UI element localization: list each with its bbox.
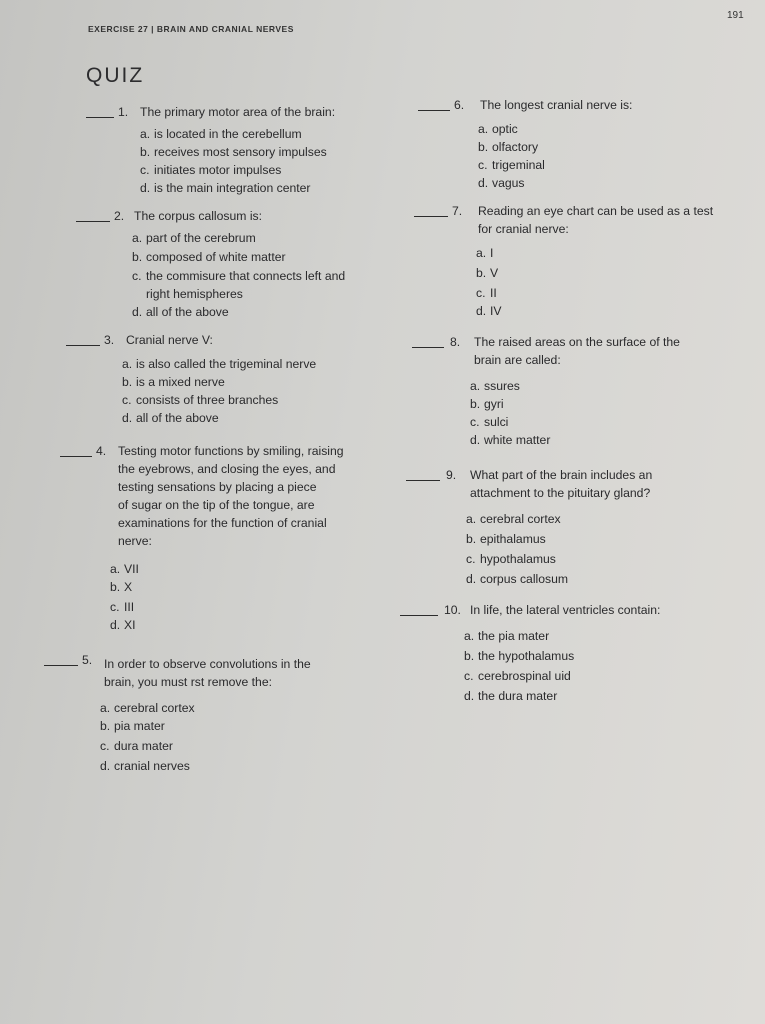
answer-option: [110, 617, 136, 633]
answer-option: [466, 571, 568, 587]
answer-blank[interactable]: [406, 480, 440, 481]
answer-option: [132, 268, 345, 284]
question-number: 7.: [452, 204, 463, 218]
option-text: is a mixed nerve: [136, 375, 225, 389]
option-letter: a.: [466, 512, 477, 526]
question-number: 1.: [118, 105, 129, 119]
question-number: 6.: [454, 98, 465, 112]
answer-option: [122, 392, 278, 408]
option-letter: d.: [478, 176, 489, 190]
question-stem-line: The corpus callosum is:: [134, 209, 263, 223]
option-text: the pia mater: [478, 629, 550, 643]
question-stem-line: brain, you must rst remove the:: [104, 675, 272, 689]
question-stem-line: nerve:: [118, 534, 152, 548]
answer-option: [100, 758, 190, 774]
option-letter: a.: [476, 246, 487, 260]
option-letter: b.: [110, 580, 121, 594]
question-stem-line: the eyebrows, and closing the eyes, and: [118, 462, 336, 476]
question-stem-line: What part of the brain includes an: [470, 468, 653, 482]
option-letter: a.: [110, 562, 121, 576]
option-text: I: [490, 246, 494, 260]
question-number: 10.: [444, 603, 461, 617]
option-letter: c.: [110, 600, 120, 614]
question-stem-line: testing sensations by placing a piece: [118, 480, 317, 494]
answer-option: [132, 249, 286, 265]
exercise-header: EXERCISE 27 | BRAIN AND CRANIAL NERVES: [88, 24, 294, 34]
option-text: VII: [124, 562, 139, 576]
answer-blank[interactable]: [60, 456, 92, 457]
question-stem-line: Testing motor functions by smiling, raising: [118, 444, 344, 458]
question-number: 4.: [96, 444, 107, 458]
option-letter: c.: [100, 739, 110, 753]
option-letter: a.: [100, 701, 111, 715]
option-letter: c.: [132, 269, 142, 283]
option-text: ssures: [484, 379, 520, 393]
answer-option: [466, 531, 546, 547]
option-text: cerebral cortex: [114, 701, 195, 715]
answer-option: [140, 180, 311, 196]
question-stem-line: The raised areas on the surface of the: [474, 335, 680, 349]
answer-option: [110, 561, 139, 577]
answer-option: [140, 144, 327, 160]
option-text: is located in the cerebellum: [154, 127, 302, 141]
answer-option: [478, 139, 538, 155]
answer-option: [478, 175, 525, 191]
answer-option: [470, 432, 550, 448]
option-letter: d.: [122, 411, 133, 425]
option-letter: b.: [466, 532, 477, 546]
answer-option: [476, 303, 502, 319]
option-text: XI: [124, 618, 136, 632]
option-text: is the main integration center: [154, 181, 311, 195]
answer-option: [122, 356, 316, 372]
question-number: 8.: [450, 335, 461, 349]
option-text: pia mater: [114, 719, 165, 733]
option-text: cerebral cortex: [480, 512, 561, 526]
option-letter: c.: [464, 669, 474, 683]
answer-option: [132, 286, 243, 302]
option-letter: c.: [470, 415, 480, 429]
option-text: vagus: [492, 176, 525, 190]
option-letter: a.: [464, 629, 475, 643]
question-stem-line: brain are called:: [474, 353, 561, 367]
question-number: 5.: [82, 653, 93, 667]
answer-option: [140, 162, 281, 178]
option-text: part of the cerebrum: [146, 231, 256, 245]
option-text: trigeminal: [492, 158, 545, 172]
option-text: IV: [490, 304, 502, 318]
option-text: cranial nerves: [114, 759, 190, 773]
option-text: the hypothalamus: [478, 649, 575, 663]
question-stem-line: examinations for the function of cranial: [118, 516, 327, 530]
answer-option: [464, 688, 557, 704]
option-letter: b.: [122, 375, 133, 389]
option-letter: c.: [466, 552, 476, 566]
option-text: all of the above: [136, 411, 219, 425]
option-letter: d.: [132, 305, 143, 319]
option-letter: d.: [464, 689, 475, 703]
page-number: 191: [727, 10, 744, 21]
option-text: is also called the trigeminal nerve: [136, 357, 317, 371]
option-letter: c.: [478, 158, 488, 172]
question-stem-line: attachment to the pituitary gland?: [470, 486, 651, 500]
option-letter: d.: [110, 618, 121, 632]
option-letter: b.: [464, 649, 475, 663]
option-letter: d.: [140, 181, 151, 195]
answer-option: [476, 245, 493, 261]
option-letter: b.: [470, 397, 481, 411]
option-text: III: [124, 600, 135, 614]
option-text: composed of white matter: [146, 250, 286, 264]
option-letter: c.: [140, 163, 150, 177]
option-text: gyri: [484, 397, 504, 411]
answer-option: [478, 121, 518, 137]
answer-blank[interactable]: [400, 615, 438, 616]
option-text: consists of three branches: [136, 393, 279, 407]
option-letter: d.: [470, 433, 481, 447]
answer-option: [100, 738, 173, 754]
option-text: X: [124, 580, 133, 594]
answer-option: [464, 668, 571, 684]
option-text: V: [490, 266, 499, 280]
option-letter: b.: [476, 266, 487, 280]
answer-option: [122, 374, 225, 390]
option-text: right hemispheres: [146, 287, 243, 301]
option-letter: a.: [470, 379, 481, 393]
answer-option: [470, 396, 504, 412]
option-text: sulci: [484, 415, 509, 429]
answer-option: [464, 628, 549, 644]
answer-option: [466, 511, 561, 527]
option-letter: b.: [478, 140, 489, 154]
question-stem-line: In life, the lateral ventricles contain:: [470, 603, 661, 617]
option-letter: b.: [132, 250, 143, 264]
option-text: receives most sensory impulses: [154, 145, 327, 159]
option-text: corpus callosum: [480, 572, 569, 586]
option-letter: c.: [122, 393, 132, 407]
option-text: cerebrospinal uid: [478, 669, 571, 683]
option-letter: a.: [132, 231, 143, 245]
answer-option: [110, 599, 134, 615]
option-text: the commisure that connects left and: [146, 269, 346, 283]
answer-blank[interactable]: [66, 345, 100, 346]
option-text: olfactory: [492, 140, 539, 154]
option-text: initiates motor impulses: [154, 163, 282, 177]
answer-option: [470, 414, 508, 430]
option-text: II: [490, 286, 497, 300]
answer-option: [100, 700, 195, 716]
question-stem-line: of sugar on the tip of the tongue, are: [118, 498, 315, 512]
option-letter: a.: [478, 122, 489, 136]
question-stem-line: for cranial nerve:: [478, 222, 569, 236]
question-stem-line: The primary motor area of the brain:: [140, 105, 336, 119]
answer-option: [100, 718, 165, 734]
answer-option: [466, 551, 556, 567]
option-letter: a.: [122, 357, 133, 371]
answer-blank[interactable]: [44, 665, 78, 666]
answer-blank[interactable]: [418, 110, 450, 111]
question-stem-line: The longest cranial nerve is:: [480, 98, 633, 112]
answer-option: [478, 157, 545, 173]
option-text: epithalamus: [480, 532, 546, 546]
answer-option: [470, 378, 520, 394]
answer-blank[interactable]: [86, 117, 114, 118]
answer-blank[interactable]: [414, 216, 448, 217]
question-number: 2.: [114, 209, 125, 223]
answer-option: [122, 410, 219, 426]
answer-option: [464, 648, 574, 664]
option-letter: d.: [466, 572, 477, 586]
option-letter: b.: [140, 145, 151, 159]
option-letter: d.: [100, 759, 111, 773]
answer-blank[interactable]: [412, 347, 444, 348]
answer-option: [132, 304, 229, 320]
option-letter: b.: [100, 719, 111, 733]
option-text: hypothalamus: [480, 552, 556, 566]
question-number: 3.: [104, 333, 115, 347]
option-letter: a.: [140, 127, 151, 141]
answer-option: [140, 126, 302, 142]
answer-option: [132, 230, 256, 246]
question-stem-line: Reading an eye chart can be used as a test: [478, 204, 714, 218]
option-text: dura mater: [114, 739, 173, 753]
question-stem-line: Cranial nerve V:: [126, 333, 213, 347]
option-letter: c.: [476, 286, 486, 300]
option-text: white matter: [484, 433, 551, 447]
answer-option: [476, 265, 498, 281]
option-letter: d.: [476, 304, 487, 318]
option-text: the dura mater: [478, 689, 558, 703]
answer-option: [476, 285, 497, 301]
question-number: 9.: [446, 468, 457, 482]
quiz-title: QUIZ: [86, 64, 145, 87]
question-stem-line: In order to observe convolutions in the: [104, 657, 311, 671]
answer-option: [110, 579, 132, 595]
answer-blank[interactable]: [76, 221, 110, 222]
option-text: all of the above: [146, 305, 229, 319]
option-text: optic: [492, 122, 518, 136]
